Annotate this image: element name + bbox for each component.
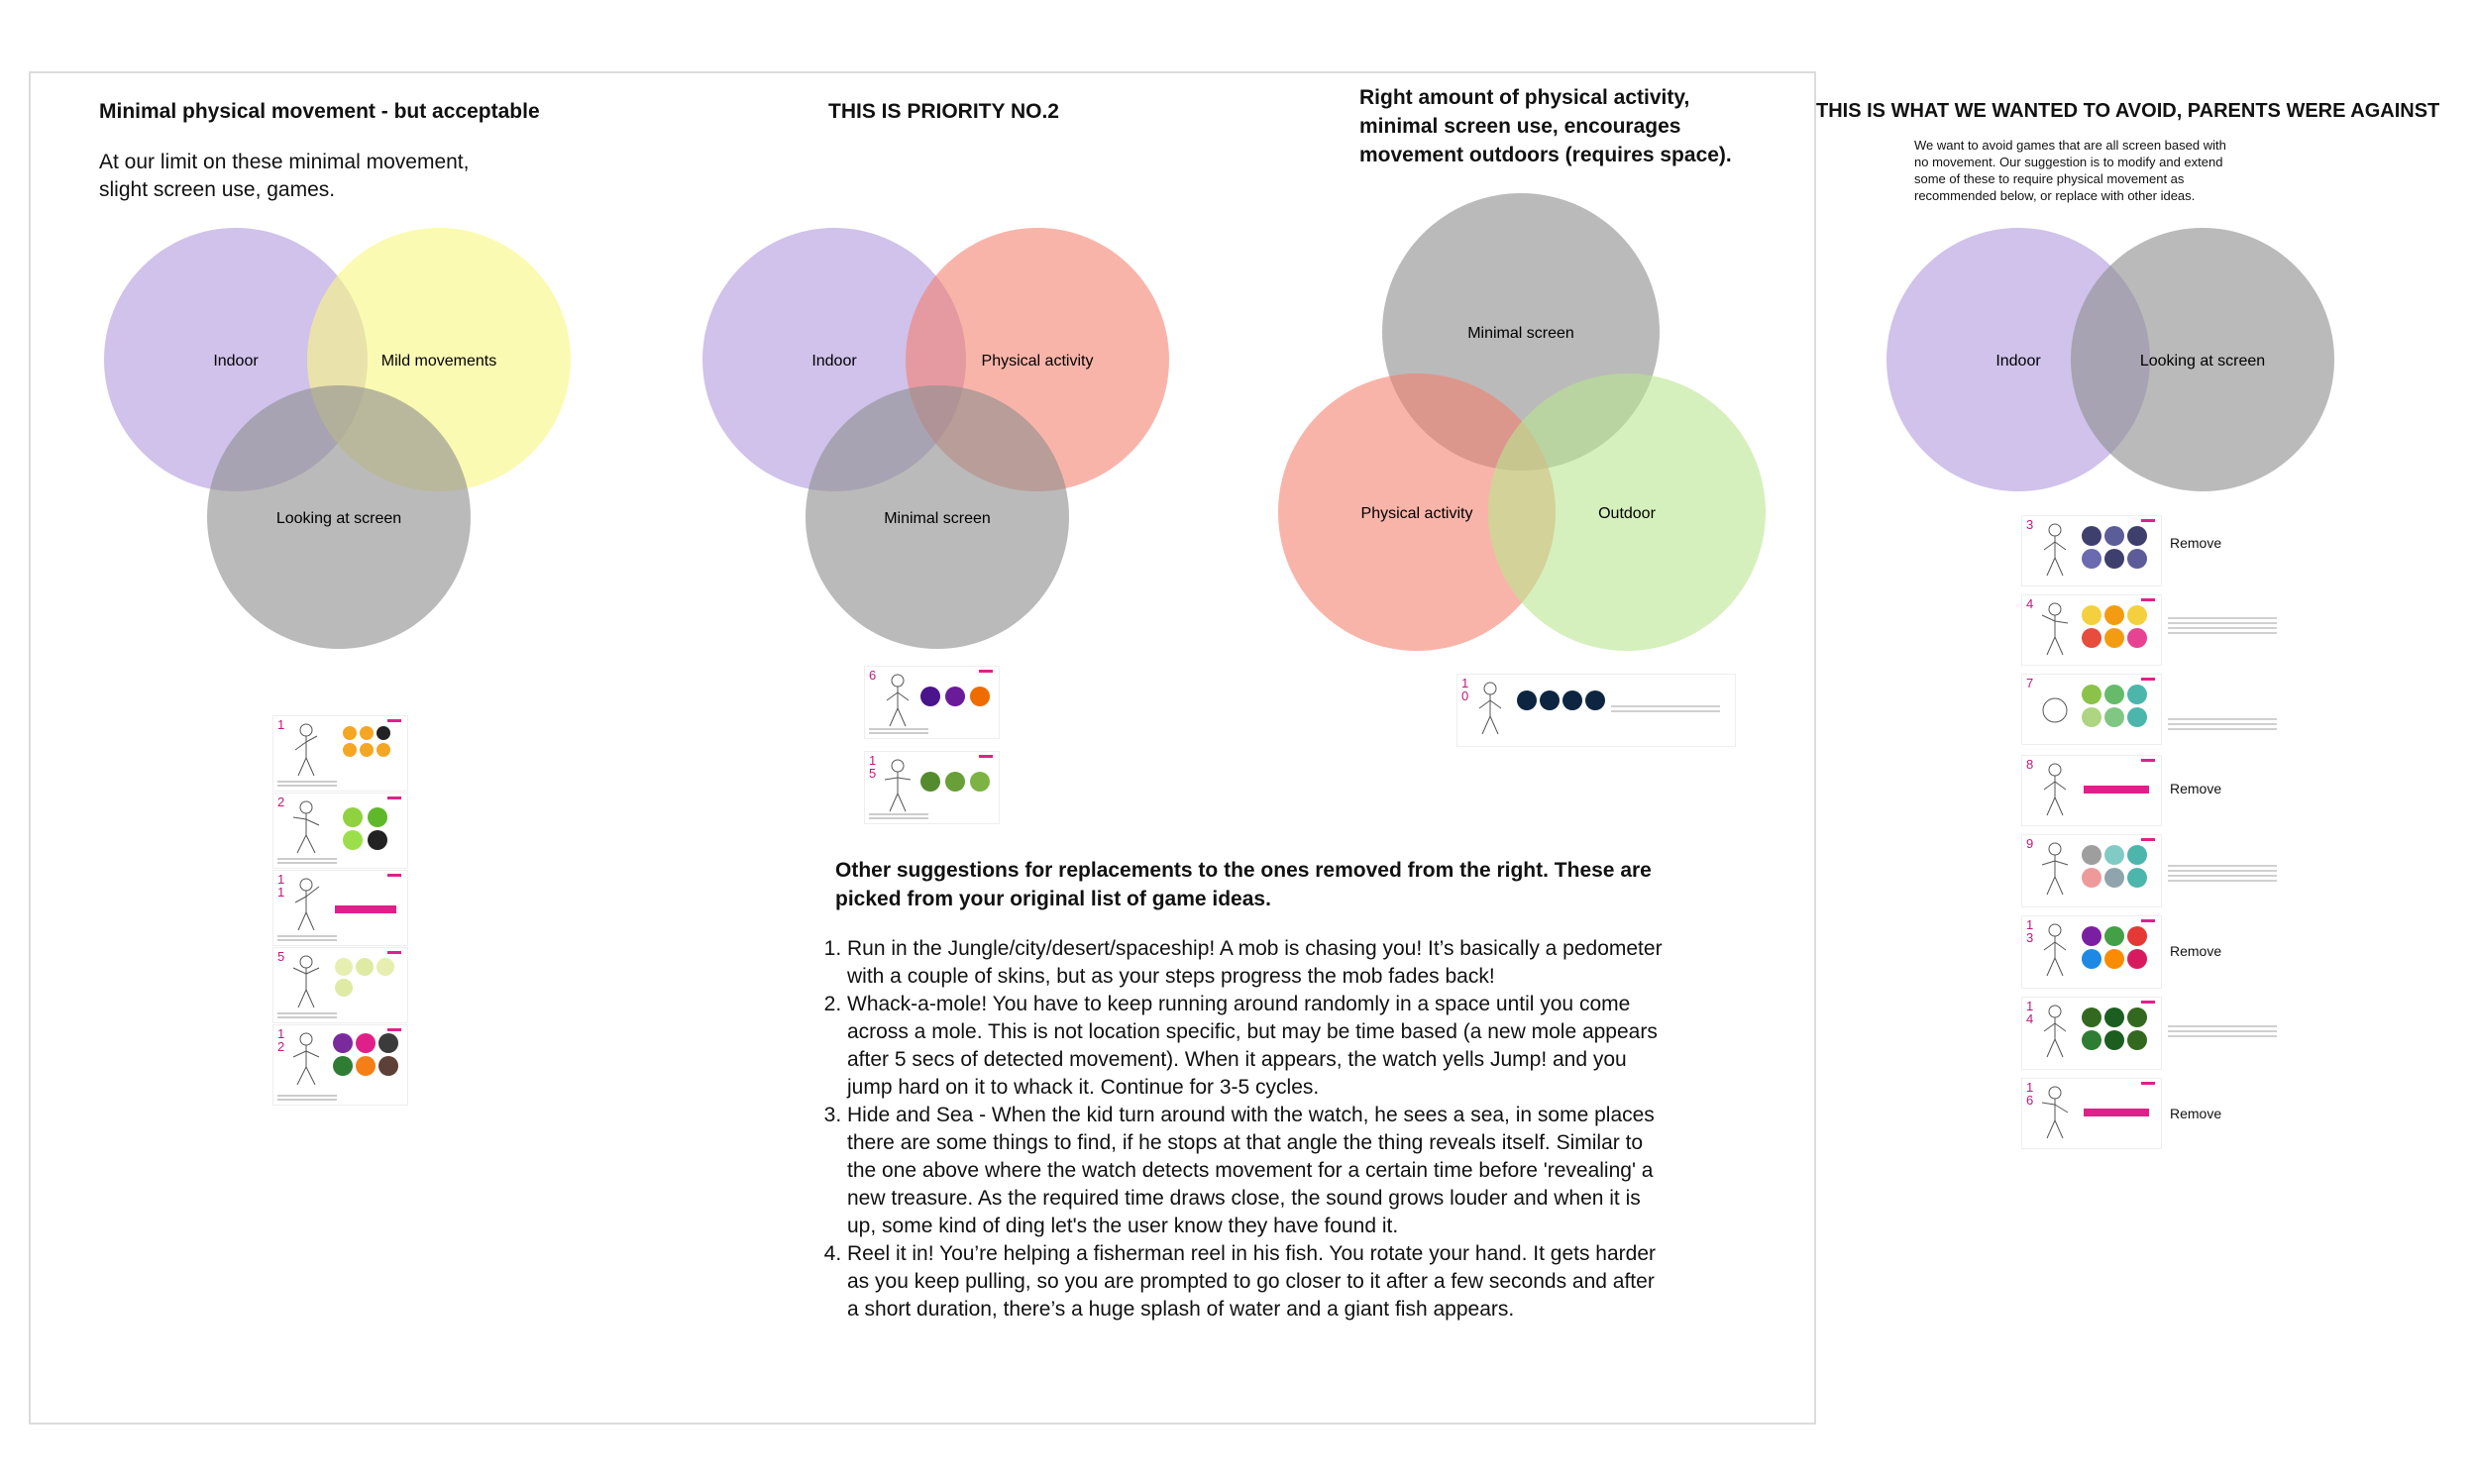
venn-label-minimal-screen: Minimal screen <box>1467 325 1574 342</box>
venn-label-indoor: Indoor <box>811 353 857 370</box>
game-card[interactable]: 13 <box>2021 915 2162 989</box>
col1-title: Minimal physical movement - but acceptable <box>99 100 540 123</box>
figure-icon <box>289 722 323 780</box>
figure-icon <box>2038 601 2072 659</box>
figure-icon <box>2038 922 2072 980</box>
venn-label-screen: Looking at screen <box>2139 353 2266 370</box>
figure-icon <box>2038 681 2072 738</box>
game-card[interactable]: 3 <box>2021 515 2162 586</box>
game-card[interactable]: 8 <box>2021 755 2162 826</box>
card-note <box>2168 614 2277 634</box>
game-card[interactable]: 7 <box>2021 674 2162 745</box>
remove-label-8: Remove <box>2170 781 2222 796</box>
venn-label-outdoor: Outdoor <box>1598 505 1656 522</box>
col2-title: THIS IS PRIORITY NO.2 <box>828 100 1059 123</box>
card-note <box>2168 862 2277 882</box>
figure-icon <box>289 1031 323 1089</box>
game-card[interactable]: 14 <box>2021 997 2162 1070</box>
game-card[interactable]: 4 <box>2021 594 2162 666</box>
col4-description: We want to avoid games that are all screen based with no movement. Our suggestion is to modify and extend some of these to require physical movement as recommended below, or replace with other ideas. <box>1914 138 2226 203</box>
game-card[interactable]: 15 <box>864 751 1000 824</box>
venn-label-minimal-screen: Minimal screen <box>884 510 991 527</box>
figure-icon <box>1473 681 1507 738</box>
suggestions-title: Other suggestions for replacements to the ones removed from the right. These are picked from your original list of game ideas. <box>835 859 1652 910</box>
figure-icon <box>2038 841 2072 899</box>
game-card[interactable]: 9 <box>2021 834 2162 907</box>
game-card[interactable]: 11 <box>272 870 408 946</box>
suggestion-item: 3. Hide and Sea - When the kid turn around with the watch, he sees a sea, in some places there are some things to find, if he stops at that angle the thing reveals itself. Similar to the one above where the watch detects movement for a certain time before 'revealing' a new treasure. As the required time draws close, the sound grows louder and when it is up, some kind of ding let's the user know they have found it. <box>847 1102 1664 1240</box>
game-card[interactable]: 16 <box>2021 1078 2162 1149</box>
venn-label-mild: Mild movements <box>380 353 497 370</box>
venn-label-indoor: Indoor <box>1995 353 2041 370</box>
suggestion-item: 1. Run in the Jungle/city/desert/spaceship! A mob is chasing you! It’s basically a pedometer with a couple of skins, but as your steps progress the mob fades back! <box>847 935 1664 991</box>
remove-label-16: Remove <box>2170 1106 2222 1121</box>
figure-icon <box>2038 1085 2072 1142</box>
venn-col1 <box>89 218 585 664</box>
suggestion-item: 4. Reel it in! You’re helping a fisherman reel in his fish. You rotate your hand. It gets harder as you keep pulling, so you are prompted to go closer to it after a few seconds and after a short duration, there’s a huge splash of water and a giant fish appears. <box>847 1240 1664 1324</box>
remove-label-13: Remove <box>2170 943 2222 959</box>
card-note <box>2168 715 2277 730</box>
venn-label-screen: Looking at screen <box>275 510 402 527</box>
card-note <box>2168 1022 2277 1037</box>
figure-icon <box>881 758 915 815</box>
suggestion-item: 2. Whack-a-mole! You have to keep running around randomly in a space until you come across a mole. This is not location specific, but may be time based (a new mole appears after 5 secs of detected movement). When it appears, the watch yells Jump! and you jump hard on it to whack it. Continue for 3-5 cycles. <box>847 991 1664 1102</box>
game-card[interactable]: 10 <box>1456 674 1736 747</box>
col3-title: Right amount of physical activity, minimal screen use, encourages movement outdoors (requires space). <box>1359 86 1732 166</box>
col1-description: At our limit on these minimal movement, slight screen use, games. <box>99 151 470 201</box>
figure-icon <box>881 673 915 730</box>
suggestions-list <box>821 935 1664 1324</box>
venn-label-physical: Physical activity <box>1360 505 1473 522</box>
venn-col2 <box>688 218 1183 664</box>
figure-icon <box>2038 1004 2072 1061</box>
figure-icon <box>2038 522 2072 580</box>
venn-col4 <box>1873 218 2348 505</box>
col4-title: THIS IS WHAT WE WANTED TO AVOID, PARENTS WERE AGAINST <box>1816 100 2440 122</box>
figure-icon <box>2038 762 2072 819</box>
figure-icon <box>289 877 323 934</box>
figure-icon <box>289 954 323 1011</box>
game-card[interactable]: 12 <box>272 1024 408 1106</box>
game-card[interactable]: 5 <box>272 947 408 1023</box>
venn-col3 <box>1268 193 1783 659</box>
figure-icon <box>289 799 323 857</box>
venn-label-indoor: Indoor <box>213 353 259 370</box>
game-card[interactable]: 6 <box>864 666 1000 739</box>
venn-label-physical: Physical activity <box>981 353 1094 370</box>
game-card[interactable]: 2 <box>272 793 408 869</box>
remove-label-3: Remove <box>2170 535 2222 551</box>
game-card[interactable]: 1 <box>272 715 408 792</box>
